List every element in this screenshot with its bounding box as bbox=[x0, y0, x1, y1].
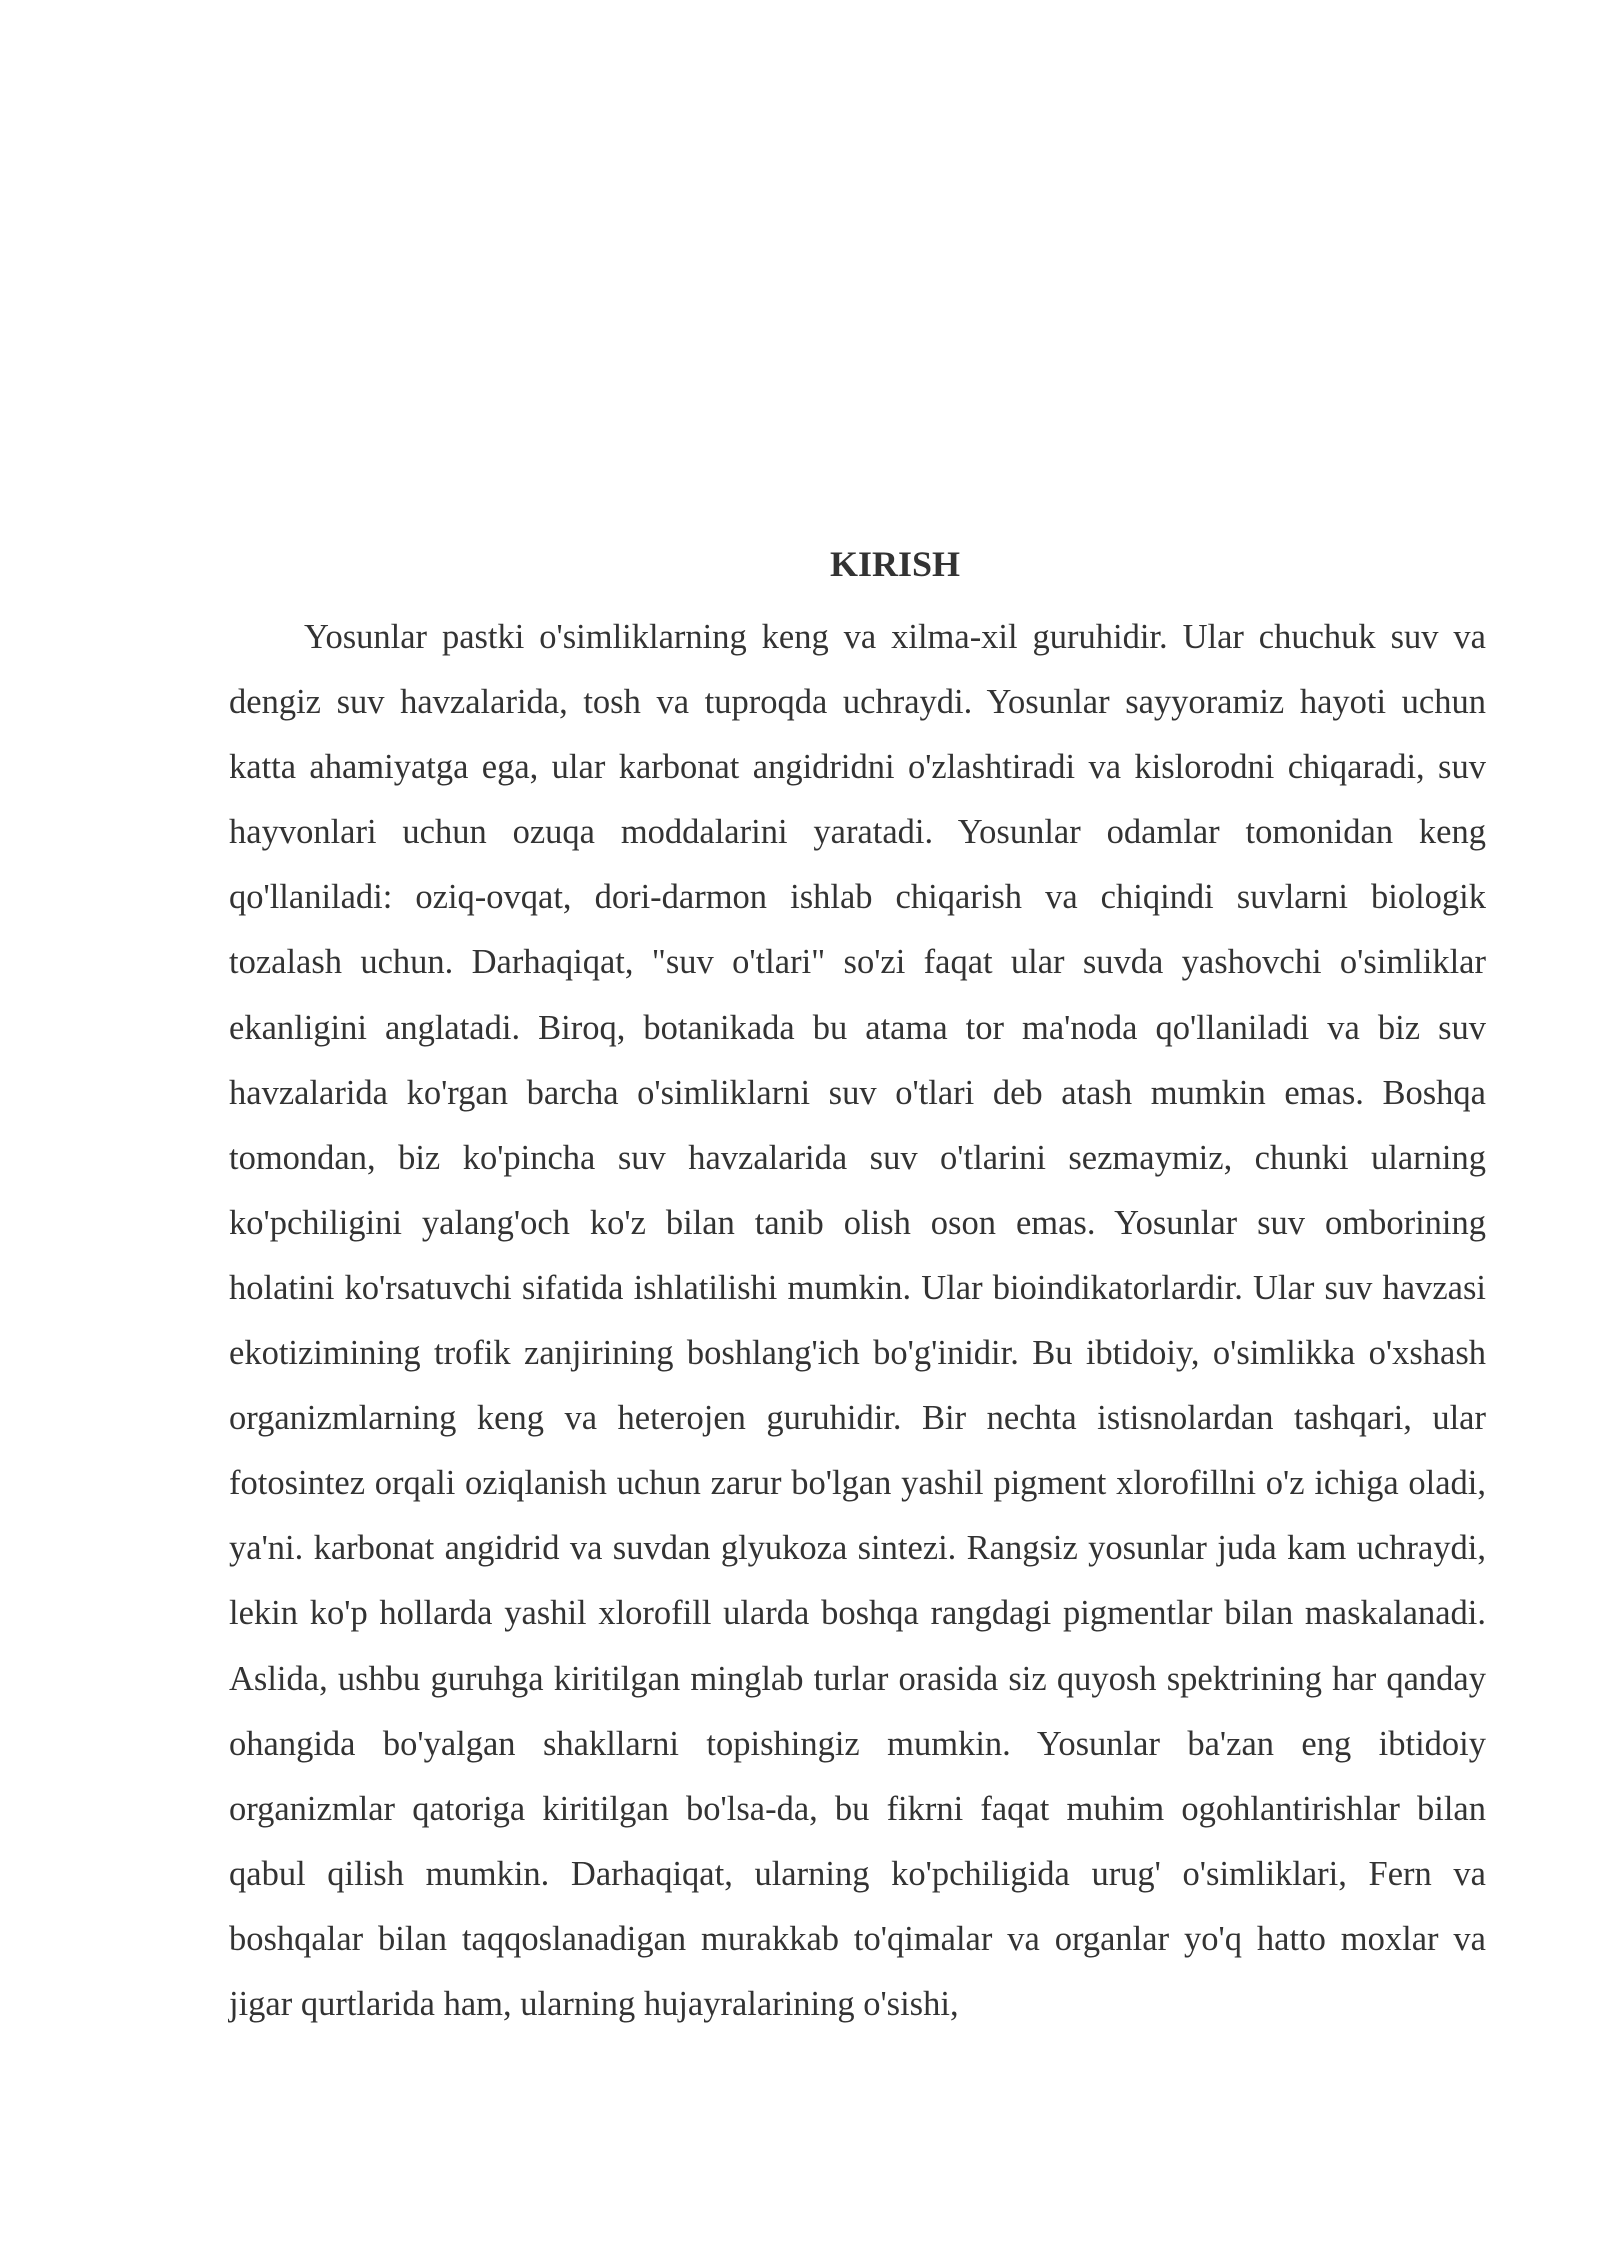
body-paragraph: Yosunlar pastki o'simliklarning keng va xilma-xil guruhidir. Ular chuchuk suv va dengiz suv havzalarida, tosh va tuproqda uchraydi. Yosunlar sayyoramiz hayoti uchun katta ahamiyatga ega, ular karbonat angidridni o'zlashtiradi va kislorodni chiqaradi, suv hayvonlari uchun ozuqa moddalarini yaratadi. Yosunlar odamlar tomonidan keng qo'llaniladi: oziq-ovqat, dori-darmon ishlab chiqarish va chiqindi suvlarni biologik tozalash uchun. Darhaqiqat, "suv o'tlari" so'zi faqat ular suvda yashovchi o'simliklar ekanligini anglatadi. Biroq, botanikada bu atama tor ma'noda qo'llaniladi va biz suv havzalarida ko'rgan barcha o'simliklarni suv o'tlari deb atash mumkin emas. Boshqa tomondan, biz ko'pincha suv havzalarida suv o'tlarini sezmaymiz, chunki ularning ko'pchiligini yalang'och ko'z bilan tanib olish oson emas. Yosunlar suv omborining holatini ko'rsatuvchi sifatida ishlatilishi mumkin. Ular bioindikatorlardir. Ular suv havzasi ekotizimining trofik zanjirining boshlang'ich bo'g'inidir. Bu ibtidoiy, o'simlikka o'xshash organizmlarning keng va heterojen guruhidir. Bir nechta istisnolardan tashqari, ular fotosintez orqali oziqlanish uchun zarur bo'lgan yashil pigment xlorofillni o'z ichiga oladi, ya'ni. karbonat angidrid va suvdan glyukoza sintezi. Rangsiz yosunlar juda kam uchraydi, lekin ko'p hollarda yashil xlorofill ularda boshqa rangdagi pigmentlar bilan maskalanadi. Aslida, ushbu guruhga kiritilgan minglab turlar orasida siz quyosh spektrining har qanday ohangida bo'yalgan shakllarni topishingiz mumkin. Yosunlar ba'zan eng ibtidoiy organizmlar qatoriga kiritilgan bo'lsa-da, bu fikrni faqat muhim ogohlantirishlar bilan qabul qilish mumkin. Darhaqiqat, ularning ko'pchiligida urug' o'simliklari, Fern va boshqalar bilan taqqoslanadigan murakkab to'qimalar va organlar yo'q hatto moxlar va jigar qurtlarida ham, ularning hujayralarining o'sishi, bbox=[229, 618, 1486, 2023]
section-title: KIRISH bbox=[829, 544, 961, 584]
